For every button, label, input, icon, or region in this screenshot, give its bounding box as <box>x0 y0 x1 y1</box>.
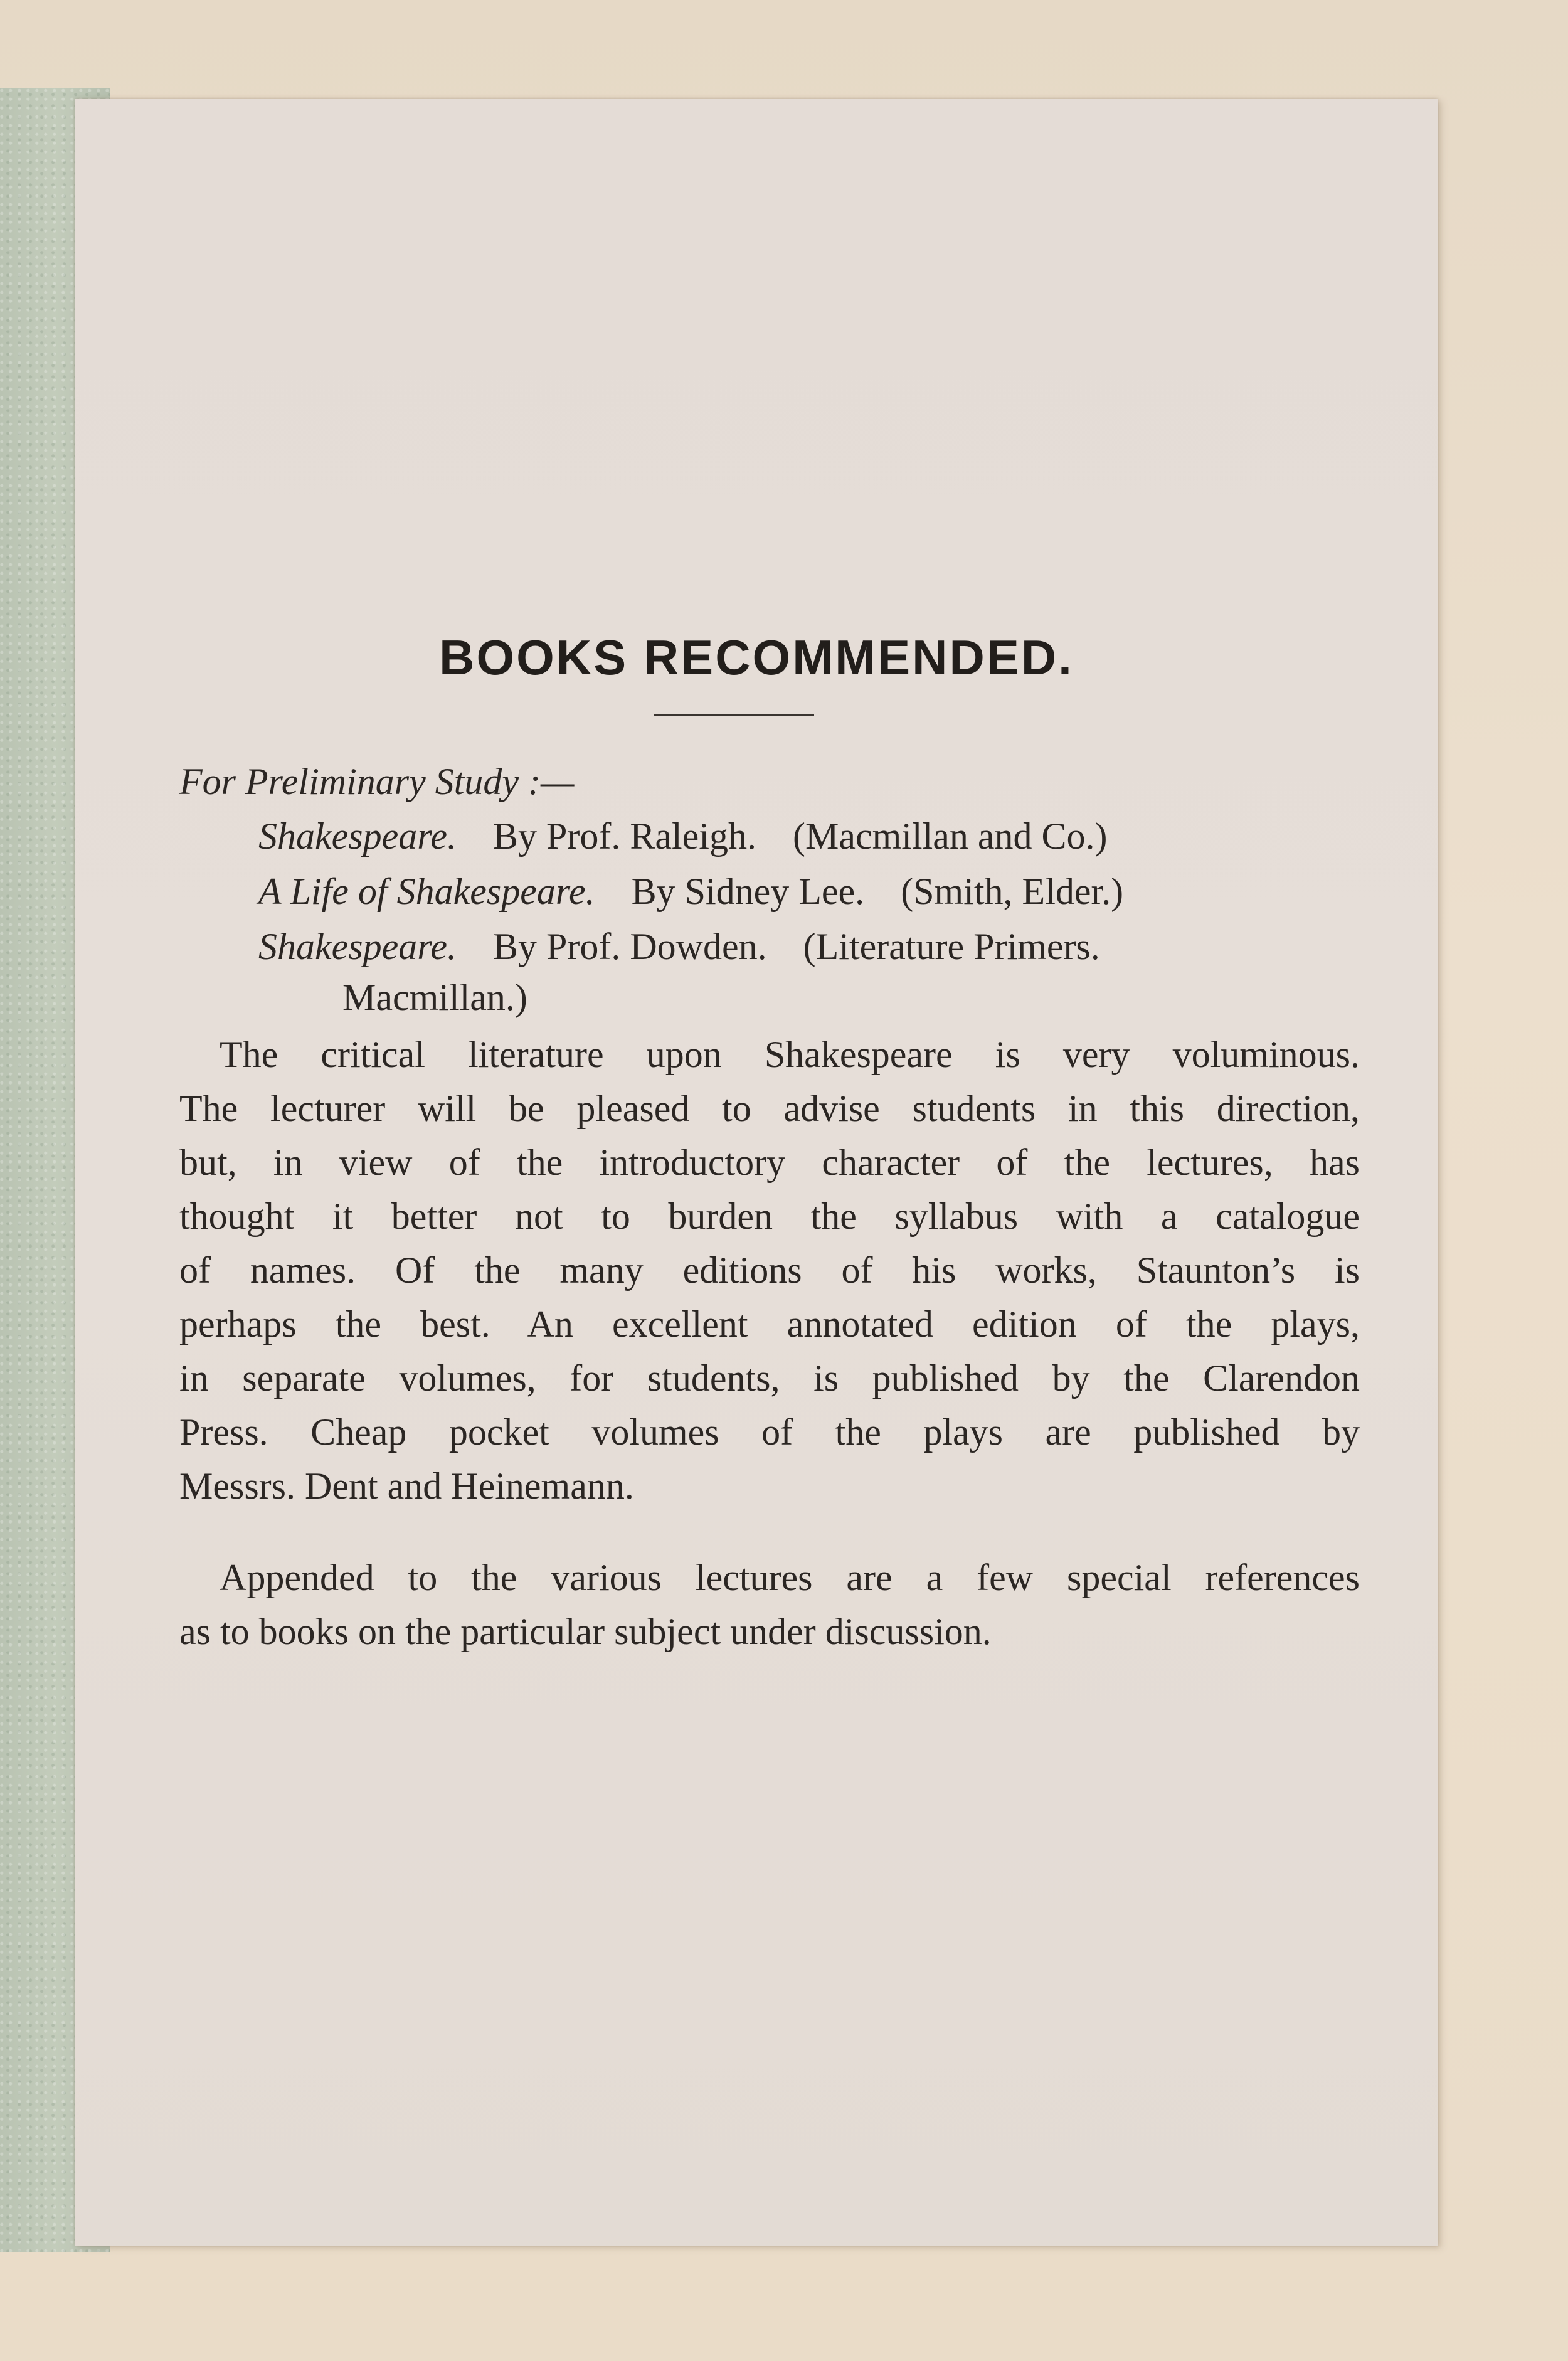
book-title: Shakespeare. <box>258 926 457 967</box>
paragraph-line: Press. Cheap pocket volumes of the plays are published by <box>179 1411 1360 1453</box>
book-author: By Prof. Raleigh. <box>493 815 756 857</box>
heading-rule <box>654 714 814 716</box>
paragraph-line: in separate volumes, for students, is published by the Clarendon <box>179 1357 1360 1399</box>
book-publisher: (Macmillan and Co.) <box>792 815 1108 857</box>
book-entry <box>258 817 1108 855</box>
paragraph-line: The critical literature upon Shakespeare is very voluminous. <box>220 1034 1360 1075</box>
paragraph-line: of names. Of the many editions of his works, Staunton’s is <box>179 1249 1360 1291</box>
body-paragraph <box>179 1551 1360 1658</box>
paragraph-line: as to books on the particular subject under discussion. <box>179 1611 992 1652</box>
book-publisher: (Literature Primers. <box>803 926 1100 967</box>
page-content <box>75 99 1438 2246</box>
book-entry <box>258 928 1100 965</box>
book-author: By Sidney Lee. <box>631 871 865 912</box>
book-author: By Prof. Dowden. <box>493 926 767 967</box>
page-heading: BOOKS RECOMMENDED. <box>439 630 1074 685</box>
book-publisher: (Smith, Elder.) <box>901 871 1124 912</box>
paragraph-line: but, in view of the introductory character of the lectures, has <box>179 1142 1360 1183</box>
paragraph-line: thought it better not to burden the syllabus with a catalogue <box>179 1196 1360 1237</box>
section-subheading: For Preliminary Study :— <box>179 761 575 802</box>
book-publisher-continuation: Macmillan.) <box>342 977 527 1018</box>
book-title: Shakespeare. <box>258 815 457 857</box>
body-paragraph <box>179 1027 1360 1513</box>
paragraph-line: The lecturer will be pleased to advise students in this direction, <box>179 1088 1360 1129</box>
paragraph-line: Appended to the various lectures are a few special references <box>220 1557 1360 1598</box>
book-entry <box>258 873 1123 910</box>
paragraph-line: Messrs. Dent and Heinemann. <box>179 1465 634 1507</box>
page-sheet <box>75 99 1438 2246</box>
paragraph-line: perhaps the best. An excellent annotated edition of the plays, <box>179 1303 1360 1345</box>
book-title: A Life of Shakespeare. <box>258 871 595 912</box>
